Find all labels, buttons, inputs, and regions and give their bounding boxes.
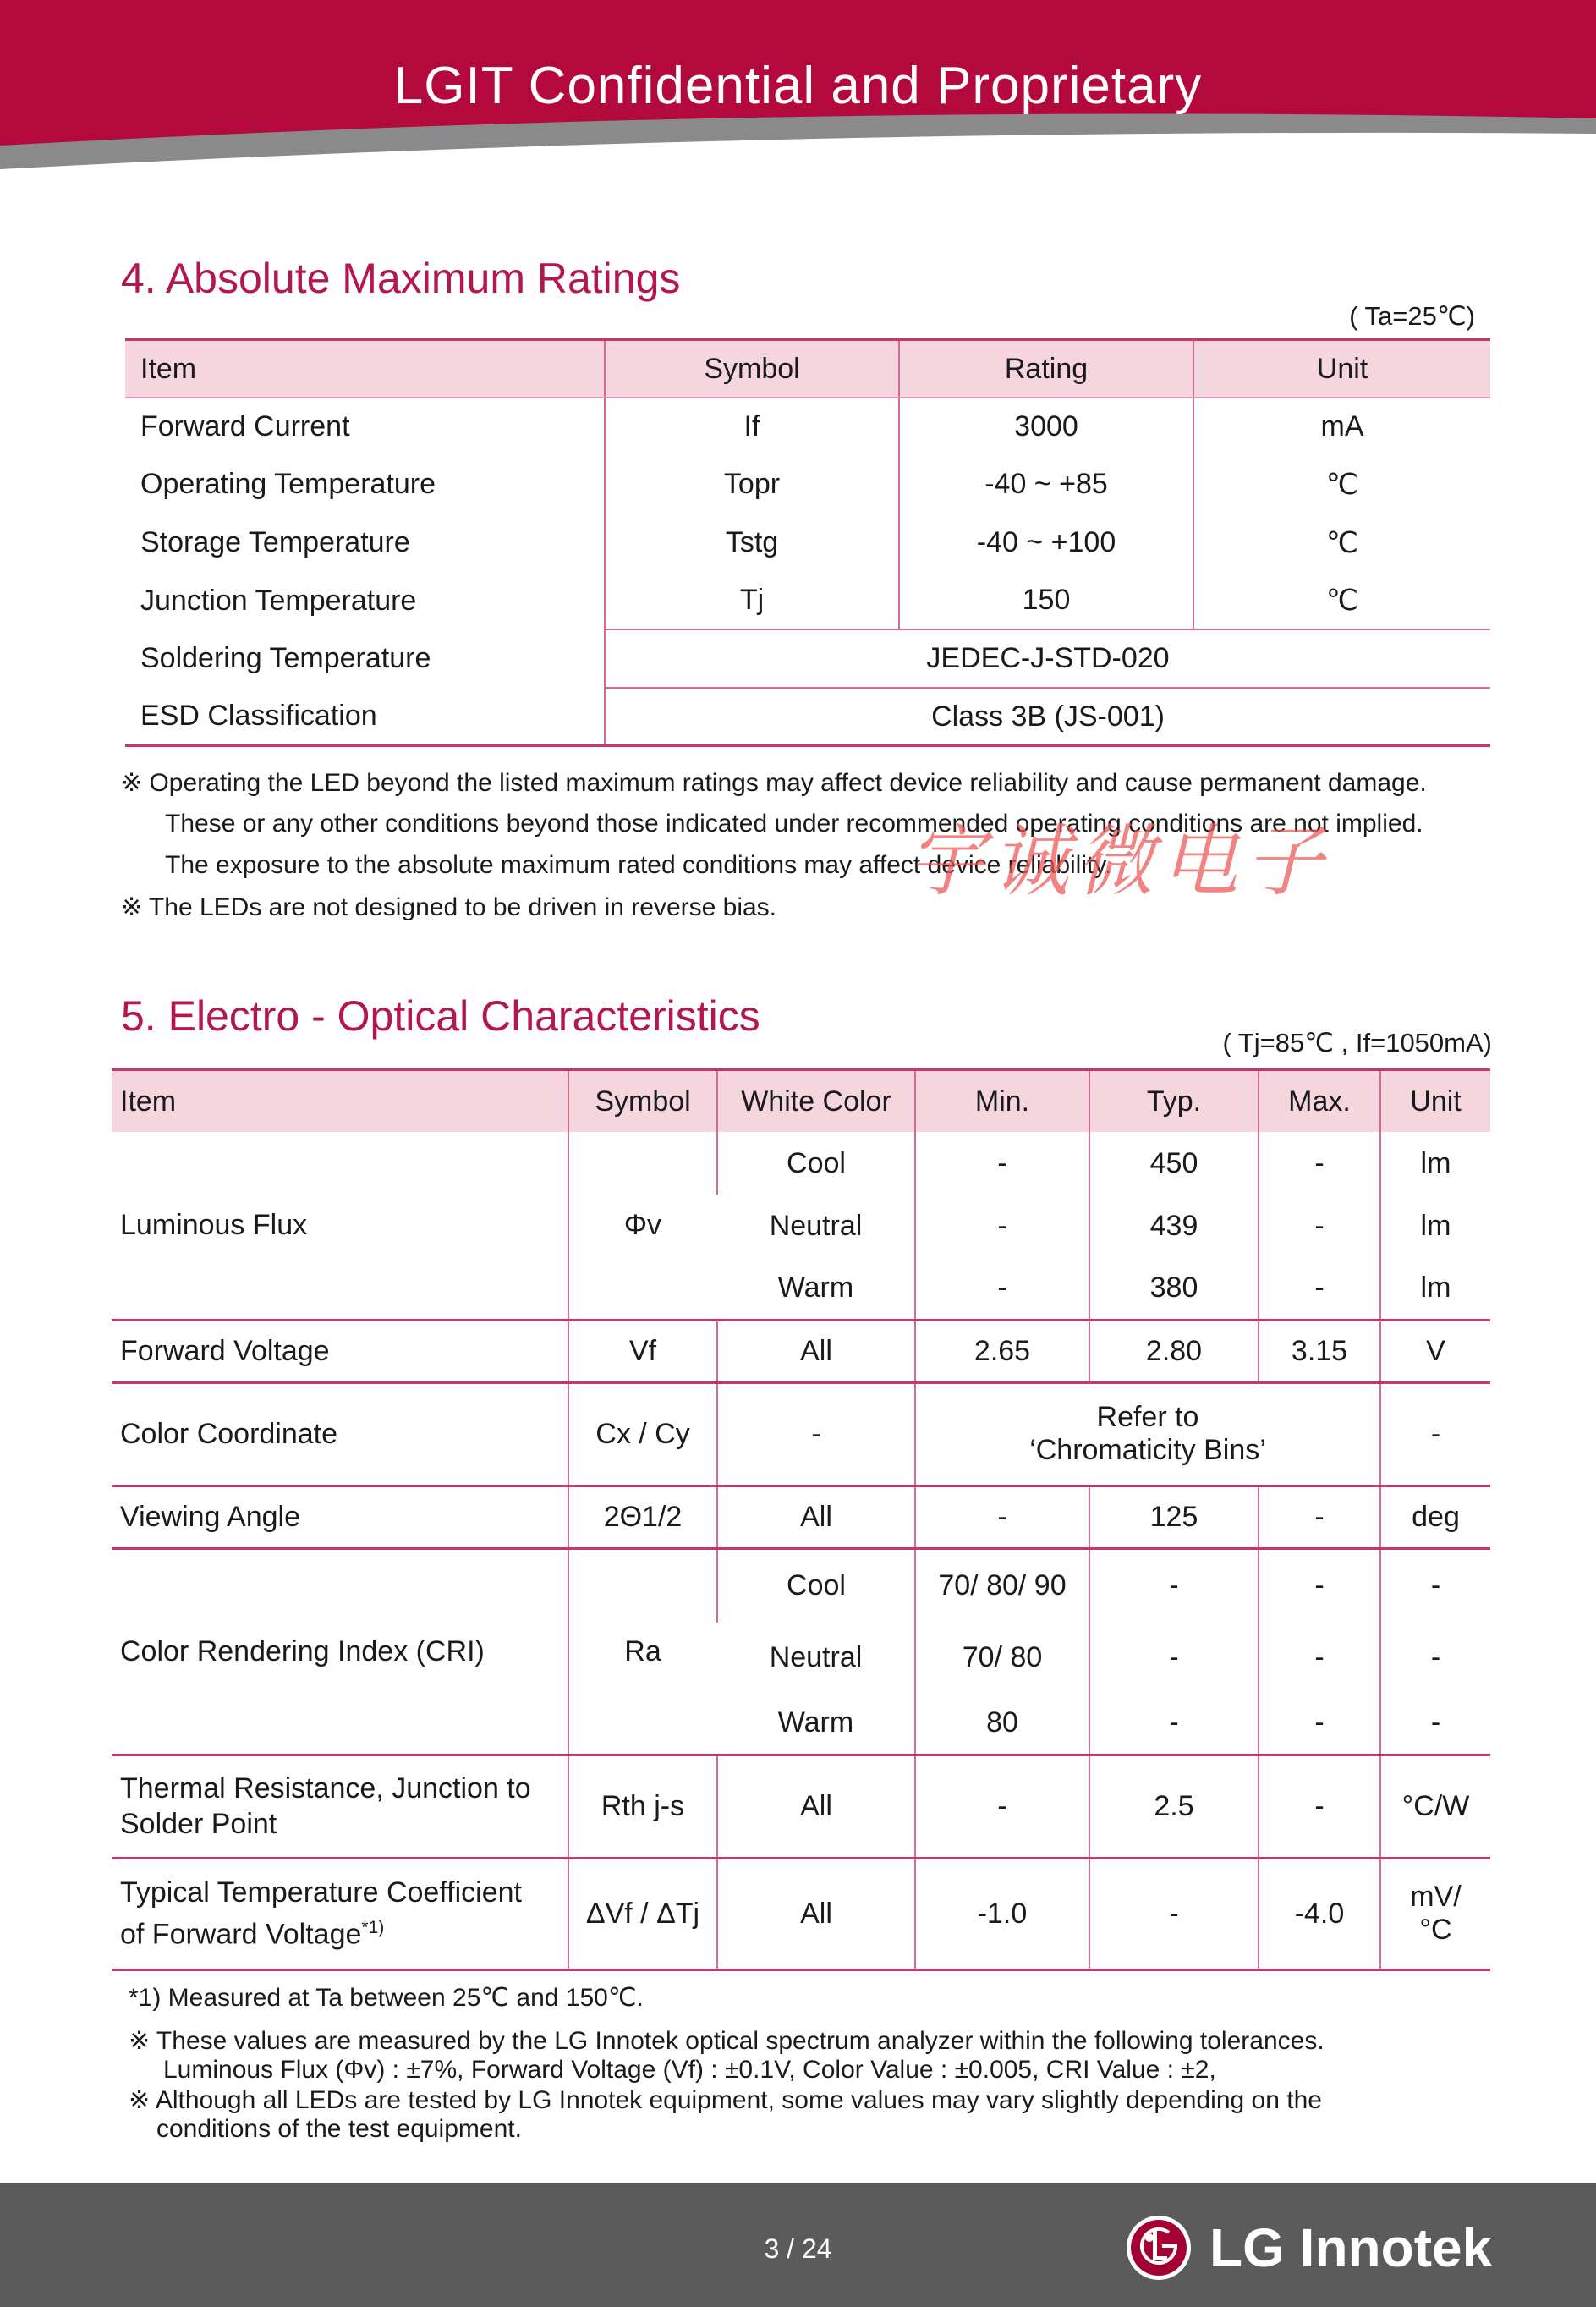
cell-symbol: Tj <box>605 572 899 630</box>
cell-max: - <box>1259 1755 1380 1858</box>
cell-unit: - <box>1380 1548 1490 1623</box>
cell-min: - <box>915 1755 1089 1858</box>
table-header-row <box>112 1070 1490 1133</box>
cell-typ: 2.5 <box>1089 1755 1259 1858</box>
col-header-max: Max. <box>1259 1070 1380 1133</box>
cell-item: Storage Temperature <box>140 526 410 559</box>
col-header-symbol: Symbol <box>568 1070 717 1133</box>
section4-title: 4. Absolute Maximum Ratings <box>121 255 681 302</box>
cell-symbol: Rth j-s <box>568 1755 717 1858</box>
section5-title: 5. Electro - Optical Characteristics <box>121 992 760 1040</box>
cell-white-color: Cool <box>717 1132 915 1195</box>
cell-item <box>112 1755 568 1858</box>
section5-note: ※ Although all LEDs are tested by LG Innotek equipment, some values may vary slightly depending on the <box>129 2086 1322 2114</box>
table-row <box>112 1486 1490 1548</box>
cell-typ: 450 <box>1089 1132 1259 1195</box>
section4-note: ※ Operating the LED beyond the listed maximum ratings may affect device reliability and cause permanent damage. <box>121 769 1427 797</box>
col-header-min: Min. <box>915 1070 1089 1133</box>
cell-item-line <box>120 1910 552 1952</box>
cell-item <box>112 1858 568 1969</box>
cell-max: - <box>1259 1486 1380 1548</box>
lg-logo-icon <box>1125 2214 1193 2282</box>
table-row <box>125 688 1490 746</box>
table-row <box>112 1382 1490 1486</box>
cell-unit: ℃ <box>1193 572 1490 630</box>
cell-value-line: Refer to <box>1096 1401 1199 1433</box>
brand-logo-text: LG Innotek <box>1209 2217 1493 2278</box>
cell-item: Junction Temperature <box>140 584 417 617</box>
col-header-item: Item <box>112 1070 568 1133</box>
cell-white-color: All <box>717 1320 915 1382</box>
col-header-item: Item <box>125 340 605 398</box>
section5-note: *1) Measured at Ta between 25℃ and 150℃. <box>129 1984 644 2012</box>
cell-item: Forward Voltage <box>112 1320 568 1382</box>
cell-rating: 150 <box>899 572 1193 630</box>
cell-unit: lm <box>1380 1195 1490 1257</box>
footnote-mark: *1) <box>361 1918 385 1938</box>
cell-min: 70/ 80 <box>915 1623 1089 1692</box>
cell-rating: 3000 <box>899 398 1193 456</box>
watermark: 宇诚微电子 <box>907 816 1330 907</box>
cell-min: 70/ 80/ 90 <box>915 1548 1089 1623</box>
cell-typ: - <box>1089 1548 1259 1623</box>
cell-symbol: 2Θ1/2 <box>568 1486 717 1548</box>
cell-white-color: Cool <box>717 1548 915 1623</box>
cell-symbol: Ra <box>568 1548 717 1755</box>
cell-typ: 125 <box>1089 1486 1259 1548</box>
cell-value-line: ‘Chromaticity Bins’ <box>1029 1434 1266 1466</box>
cell-unit: lm <box>1380 1132 1490 1195</box>
cell-min: -1.0 <box>915 1858 1089 1969</box>
section4-note: ※ The LEDs are not designed to be driven in reverse bias. <box>121 893 777 921</box>
cell-item: Soldering Temperature <box>140 642 431 675</box>
cell-typ: - <box>1089 1692 1259 1755</box>
cell-item-line: Solder Point <box>120 1808 277 1840</box>
cell-max: - <box>1259 1548 1380 1623</box>
cell-min: - <box>915 1257 1089 1320</box>
col-header-typ: Typ. <box>1089 1070 1259 1133</box>
cell-min: 80 <box>915 1692 1089 1755</box>
cell-unit: ℃ <box>1193 456 1490 514</box>
electro-optical-table <box>112 1068 1490 1971</box>
cell-value-merged <box>915 1382 1380 1486</box>
cell-typ: 2.80 <box>1089 1320 1259 1382</box>
cell-white-color: All <box>717 1486 915 1548</box>
cell-symbol: Topr <box>605 456 899 514</box>
cell-symbol: Vf <box>568 1320 717 1382</box>
cell-unit: °C/W <box>1380 1755 1490 1858</box>
section5-note: ※ These values are measured by the LG Innotek optical spectrum analyzer within the following tolerances. <box>129 2027 1325 2055</box>
cell-unit: mV/°C <box>1380 1858 1490 1969</box>
cell-unit: - <box>1380 1623 1490 1692</box>
cell-item-line: Thermal Resistance, Junction to <box>120 1772 531 1804</box>
cell-rating-merged: JEDEC-J-STD-020 <box>605 629 1490 688</box>
cell-max: - <box>1259 1623 1380 1692</box>
cell-item-line: Typical Temperature Coefficient <box>120 1876 522 1909</box>
cell-item: Forward Current <box>140 410 350 443</box>
cell-white-color: All <box>717 1755 915 1858</box>
col-header-unit: Unit <box>1380 1070 1490 1133</box>
cell-white-color: Warm <box>777 1706 854 1738</box>
section5-note: conditions of the test equipment. <box>156 2115 522 2143</box>
table-row <box>112 1320 1490 1382</box>
cell-white-color: Neutral <box>769 1209 863 1242</box>
col-header-white-color: White Color <box>717 1070 915 1133</box>
cell-symbol: If <box>605 398 899 456</box>
cell-white-color: Neutral <box>769 1640 863 1673</box>
cell-white-color: - <box>717 1382 915 1486</box>
cell-min: - <box>915 1486 1089 1548</box>
cell-max: 3.15 <box>1259 1320 1380 1382</box>
cell-max: - <box>1259 1257 1380 1320</box>
cell-typ: 439 <box>1089 1195 1259 1257</box>
cell-white-color: All <box>717 1858 915 1969</box>
cell-unit: mA <box>1193 398 1490 456</box>
table-header-row <box>125 340 1490 398</box>
cell-typ: 380 <box>1089 1257 1259 1320</box>
table-row <box>112 1858 1490 1969</box>
cell-typ: - <box>1089 1623 1259 1692</box>
cell-symbol: Φv <box>568 1132 717 1320</box>
cell-item: Color Coordinate <box>112 1382 568 1486</box>
section4-note: The exposure to the absolute maximum rated conditions may affect device reliability. <box>165 851 1112 879</box>
cell-white-color: Warm <box>777 1271 854 1304</box>
cell-rating: -40 ~ +85 <box>899 456 1193 514</box>
table-row <box>125 629 1490 688</box>
cell-rating-merged: Class 3B (JS-001) <box>605 688 1490 746</box>
cell-symbol: ΔVf / ΔTj <box>568 1858 717 1969</box>
section4-condition: ( Ta=25℃) <box>1349 301 1475 331</box>
cell-max: -4.0 <box>1259 1858 1380 1969</box>
cell-item-text: of Forward Voltage <box>120 1918 362 1951</box>
cell-rating: -40 ~ +100 <box>899 514 1193 572</box>
cell-unit: V <box>1380 1320 1490 1382</box>
cell-max: - <box>1259 1692 1380 1755</box>
table-row <box>125 572 1490 630</box>
table-row <box>112 1132 1490 1195</box>
table-row <box>125 514 1490 572</box>
section4-note: These or any other conditions beyond those indicated under recommended operating conditions are not implied. <box>165 810 1423 838</box>
cell-unit: - <box>1380 1692 1490 1755</box>
cell-item: ESD Classification <box>125 688 605 746</box>
cell-min: - <box>915 1132 1089 1195</box>
cell-unit: ℃ <box>1193 514 1490 572</box>
cell-max: - <box>1259 1132 1380 1195</box>
cell-unit: lm <box>1380 1257 1490 1320</box>
cell-min: - <box>915 1195 1089 1257</box>
table-row <box>112 1548 1490 1623</box>
cell-item: Viewing Angle <box>112 1486 568 1548</box>
header-title: LGIT Confidential and Proprietary <box>393 57 1203 115</box>
cell-symbol: Tstg <box>605 514 899 572</box>
cell-item: Luminous Flux <box>120 1208 308 1241</box>
cell-unit: deg <box>1380 1486 1490 1548</box>
cell-min: 2.65 <box>915 1320 1089 1382</box>
cell-typ: - <box>1089 1858 1259 1969</box>
cell-item: Operating Temperature <box>140 468 436 501</box>
table-row <box>112 1755 1490 1858</box>
absolute-max-ratings-table <box>125 338 1490 747</box>
cell-item: Color Rendering Index (CRI) <box>112 1548 568 1755</box>
page-number: 3 / 24 <box>764 2233 832 2264</box>
cell-symbol: Cx / Cy <box>568 1382 717 1486</box>
section5-condition: ( Tj=85℃ , If=1050mA) <box>1222 1028 1492 1057</box>
cell-unit: - <box>1380 1382 1490 1486</box>
cell-max: - <box>1259 1195 1380 1257</box>
header-banner <box>0 0 1596 178</box>
col-header-rating: Rating <box>899 340 1193 398</box>
section5-note: Luminous Flux (Φv) : ±7%, Forward Voltage (Vf) : ±0.1V, Color Value : ±0.005, CRI Value : ±2, <box>163 2056 1216 2084</box>
table-row <box>125 398 1490 456</box>
table-row <box>125 456 1490 514</box>
col-header-symbol: Symbol <box>605 340 899 398</box>
col-header-unit: Unit <box>1193 340 1490 398</box>
